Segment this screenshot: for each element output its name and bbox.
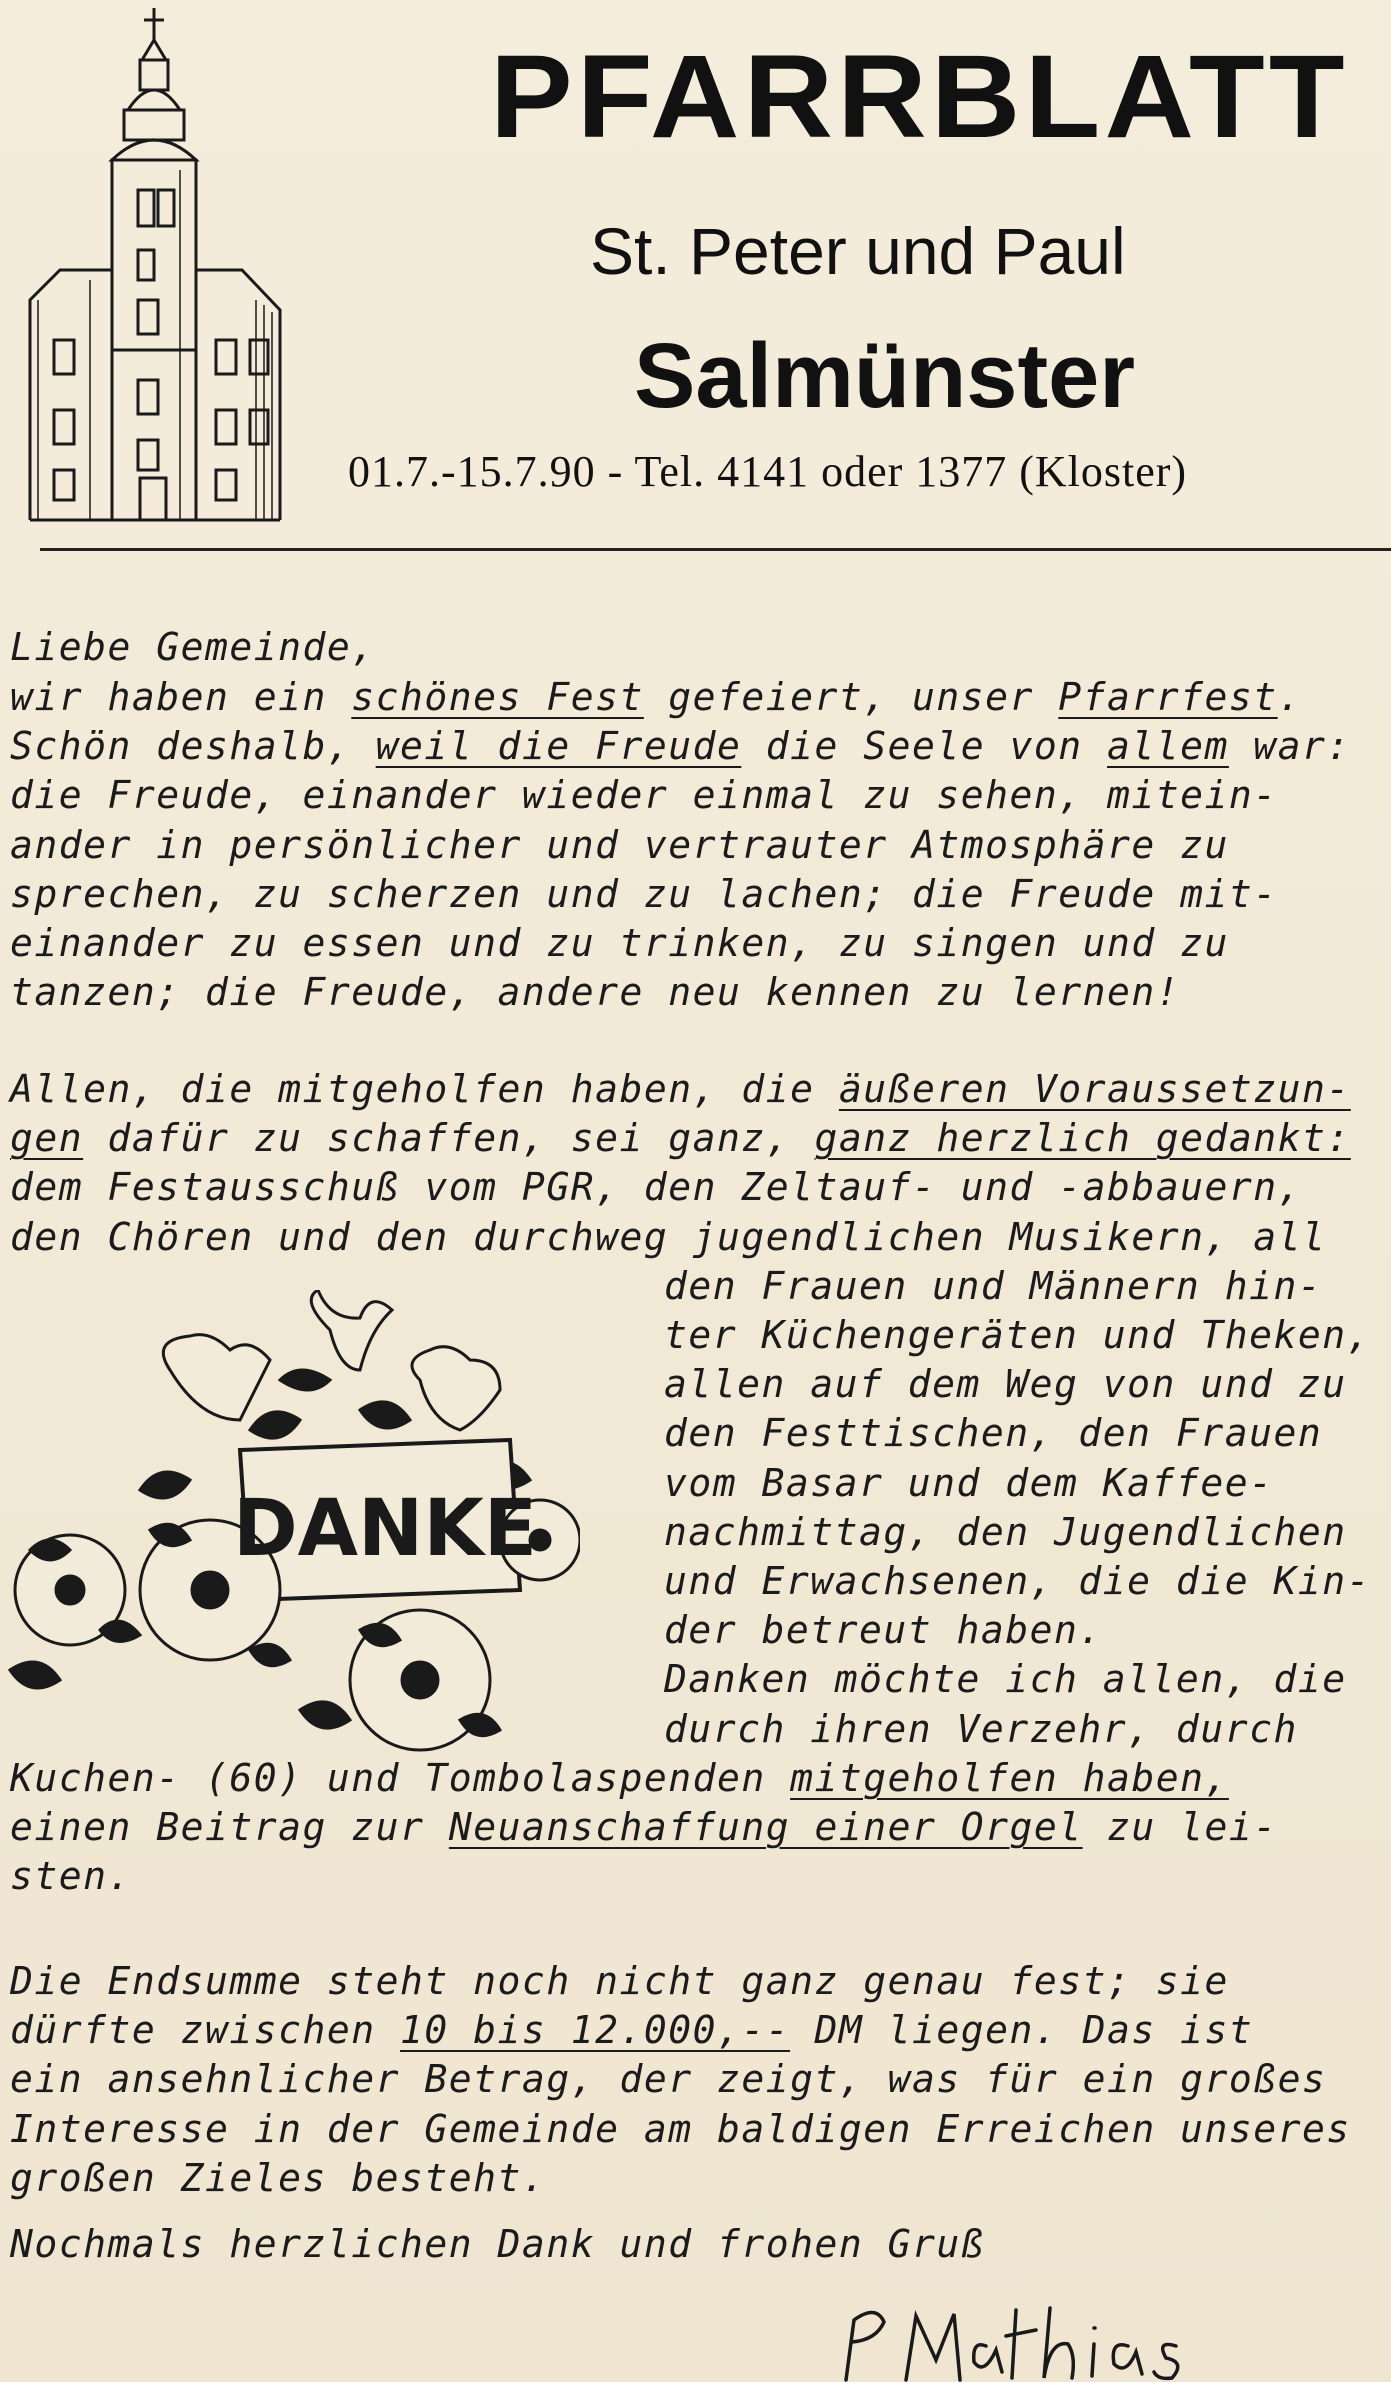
letter-text: sten. [10,1854,132,1899]
church-icon [20,0,290,540]
letter-line [10,2008,1254,2053]
issue-dateline: 01.7.-15.7.90 - Tel. 4141 oder 1377 (Kloster) [348,447,1188,496]
letter-text: sprechen, zu scherzen und zu lachen; die Freude mit- [10,871,1278,916]
letter-text: dürfte zwischen [10,2008,401,2053]
letter-text: großen Zieles besteht. [10,2155,547,2200]
letter-line [10,1805,1278,1849]
letter-text: DM liegen. Das ist [790,2008,1254,2053]
letter-line: nachmittag, den Jugendlichen [664,1509,1347,1554]
underlined-text: mitgeholfen haben, [790,1755,1229,1800]
letter-text: Die Endsumme steht noch nicht ganz genau fest; sie [10,1959,1229,2003]
letter-line [10,724,1351,769]
letter-line: der betreut haben. [664,1608,1103,1653]
underlined-text: gen [10,1116,84,1161]
underlined-text: 10 bis 12.000,-- [400,2008,791,2053]
underlined-text: ganz herzlich gedankt: [814,1116,1351,1161]
letter-text: dem Festausschuß vom PGR, den Zeltauf- und -abbauern, [10,1165,1303,1210]
letter-line [10,871,1278,916]
letter-line: durch ihren Verzehr, durch [664,1706,1298,1751]
letter-text: die Seele von [741,724,1108,769]
letter-text: dafür zu schaffen, sei ganz, [83,1116,815,1161]
letter-line [10,675,1303,719]
letter-text: wir haben ein [10,675,352,719]
header-divider [40,548,1391,551]
letter-line: Nochmals herzlichen Dank und frohen Gruß [10,2222,986,2266]
letter-text: ander in persönlicher und vertrauter Atmosphäre zu [10,822,1229,867]
letter-line: Danken möchte ich allen, die [664,1657,1347,1702]
letter-line [10,1165,1303,1210]
underlined-text: Pfarrfest [1058,675,1278,719]
letter-line [10,1067,1351,1111]
letter-line [10,1854,132,1899]
letter-text: tanzen; die Freude, andere neu kennen zu lernen! [10,970,1181,1015]
letter-text: ein ansehnlicher Betrag, der zeigt, was für ein großes [10,2057,1327,2102]
letter-line: ter Küchengeräten und Theken, [664,1313,1371,1357]
letter-line [10,822,1229,867]
parish-name: St. Peter und Paul [590,214,1126,288]
letter-line [10,1959,1229,2003]
underlined-text: weil die Freude [375,724,742,769]
letter-greeting: Liebe Gemeinde, [10,625,376,669]
letter-text: den Chören und den durchweg jugendlichen Musikern, all [10,1214,1327,1259]
letter-text: . [1277,675,1303,719]
letter-text: Interesse in der Gemeinde am baldigen Erreichen unseres [10,2106,1351,2151]
letter-line [10,2106,1351,2151]
letter-line [10,773,1278,818]
letter-text: Kuchen- (60) und Tombolaspenden [10,1755,791,1800]
letter-line [10,1214,1327,1259]
letter-line [10,2057,1327,2102]
letter-text: einen Beitrag zur [10,1805,449,1849]
letter-line: vom Basar und dem Kaffee- [664,1460,1274,1505]
underlined-text: schönes Fest [351,675,644,719]
danke-label: DANKE [232,1484,538,1574]
letter-text: Allen, die mitgeholfen haben, die [10,1067,839,1111]
letter-text: zu lei- [1082,1805,1278,1849]
letter-line [10,970,1181,1015]
letter-line [10,921,1229,965]
letter-line [10,2155,547,2200]
underlined-text: Neuanschaffung einer Orgel [448,1805,1083,1849]
town-name: Salmünster [634,325,1136,427]
letter-line: den Frauen und Männern hin- [664,1263,1323,1308]
letter-text: einander zu essen und zu trinken, zu singen und zu [10,921,1229,965]
letter-line [10,1116,1351,1161]
letter-line: und Erwachsenen, die die Kin- [664,1559,1371,1603]
letter-line: den Festtischen, den Frauen [664,1411,1323,1456]
underlined-text: allem [1107,724,1229,769]
letter-text: gefeiert, unser [643,675,1059,719]
letter-line: allen auf dem Weg von und zu [664,1362,1347,1407]
letter-text: die Freude, einander wieder einmal zu sehen, mitein- [10,773,1278,818]
flower-bouquet-icon [0,1290,580,1770]
masthead-title: PFARRBLATT [490,31,1349,163]
underlined-text: äußeren Voraussetzun- [838,1067,1351,1111]
signature [836,2300,1216,2382]
letter-text: Schön deshalb, [10,724,376,769]
letter-text: war: [1228,724,1351,769]
